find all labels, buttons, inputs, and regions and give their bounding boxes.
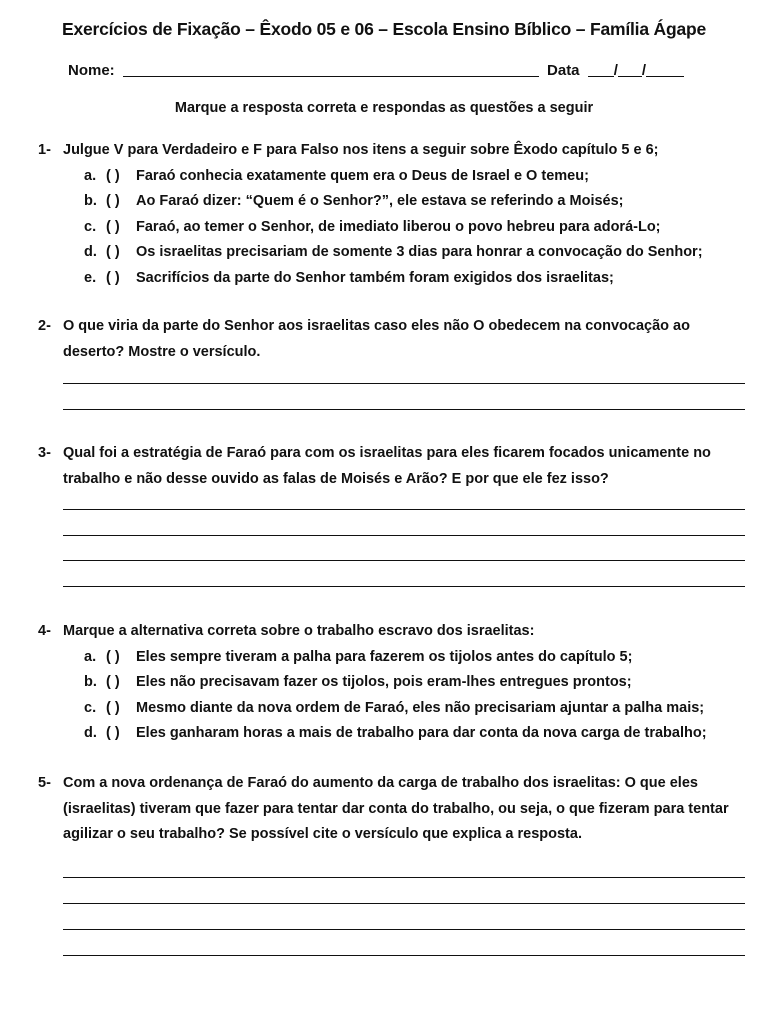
option-text: Eles ganharam horas a mais de trabalho para dar conta da nova carga de trabalho;: [136, 725, 707, 741]
answer-box[interactable]: ( ): [106, 648, 120, 665]
option-e: [84, 266, 748, 292]
answer-line[interactable]: [63, 383, 745, 384]
answer-line[interactable]: [63, 535, 745, 536]
option-a: [84, 645, 748, 671]
question-4: [38, 619, 748, 747]
answer-box[interactable]: ( ): [106, 193, 120, 209]
question-number: 5-: [38, 775, 51, 791]
option-d: [84, 721, 748, 747]
page-title: Exercícios de Fixação – Êxodo 05 e 06 – Escola Ensino Bíblico – Família Ágape: [61, 19, 707, 39]
question-text: Qual foi a estratégia de Faraó para com os israelitas para eles ficarem focados unicamente no trabalho e não desse ouvido as falas de Moisés e Arão? E por que ele fez isso?: [63, 445, 711, 487]
name-date-row: [68, 62, 684, 79]
date-separator: /: [613, 62, 618, 79]
answer-line[interactable]: [63, 955, 745, 956]
option-text: Eles não precisavam fazer os tijolos, pois eram-lhes entregues prontos;: [136, 674, 632, 690]
option-c: [84, 215, 748, 241]
answer-box[interactable]: ( ): [106, 218, 120, 235]
answer-line[interactable]: [63, 903, 745, 904]
option-list: [84, 164, 748, 292]
option-letter: b.: [84, 674, 97, 690]
question-number: 3-: [38, 445, 51, 461]
answer-line[interactable]: [63, 586, 745, 587]
option-text: Ao Faraó dizer: “Quem é o Senhor?”, ele estava se referindo a Moisés;: [136, 193, 624, 209]
option-letter: a.: [84, 167, 97, 184]
option-letter: c.: [84, 218, 97, 235]
option-d: [84, 240, 748, 266]
answer-line[interactable]: [63, 560, 745, 561]
option-a: [84, 164, 748, 190]
option-c: [84, 696, 748, 722]
answer-line[interactable]: [63, 509, 745, 510]
option-letter: a.: [84, 648, 97, 665]
option-text: Mesmo diante da nova ordem de Faraó, eles não precisariam ajuntar a palha mais;: [136, 699, 705, 716]
option-letter: d.: [84, 725, 97, 741]
date-month-field[interactable]: [618, 62, 642, 77]
instructions: Marque a resposta correta e respondas as questões a seguir: [174, 100, 594, 116]
option-b: [84, 189, 748, 215]
answer-line[interactable]: [63, 929, 745, 930]
answer-box[interactable]: ( ): [106, 269, 120, 286]
question-5: [38, 771, 748, 848]
answer-line[interactable]: [63, 877, 745, 878]
question-text: Com a nova ordenança de Faraó do aumento da carga de trabalho dos israelitas: O que eles (israelitas) tiveram que fazer para tentar dar conta do trabalho, ou seja, o que fizeram para tentar agilizar o seu trabalho? Se possível cite o versículo que explica a resposta.: [63, 775, 729, 842]
option-letter: e.: [84, 269, 97, 286]
date-label: Data: [547, 62, 580, 79]
question-text: Marque a alternativa correta sobre o trabalho escravo dos israelitas:: [63, 623, 535, 639]
option-text: Faraó, ao temer o Senhor, de imediato liberou o povo hebreu para adorá-Lo;: [136, 218, 661, 235]
answer-line[interactable]: [63, 409, 745, 410]
option-b: [84, 670, 748, 696]
option-letter: b.: [84, 193, 97, 209]
question-number: 4-: [38, 623, 51, 639]
option-list: [84, 645, 748, 747]
question-number: 2-: [38, 318, 51, 334]
question-3: [38, 441, 748, 492]
question-text: O que viria da parte do Senhor aos israelitas caso eles não O obedecem na convocação ao deserto? Mostre o versículo.: [63, 318, 690, 360]
option-text: Faraó conhecia exatamente quem era o Deus de Israel e O temeu;: [136, 167, 589, 184]
date-day-field[interactable]: [588, 62, 614, 77]
option-letter: c.: [84, 699, 97, 716]
option-text: Eles sempre tiveram a palha para fazerem os tijolos antes do capítulo 5;: [136, 648, 633, 665]
question-text: Julgue V para Verdadeiro e F para Falso nos itens a seguir sobre Êxodo capítulo 5 e 6;: [63, 142, 659, 158]
question-2: [38, 314, 748, 365]
option-letter: d.: [84, 244, 97, 260]
answer-box[interactable]: ( ): [106, 674, 120, 690]
question-1: [38, 138, 748, 291]
question-number: 1-: [38, 142, 51, 158]
option-text: Sacrifícios da parte do Senhor também foram exigidos dos israelitas;: [136, 269, 614, 286]
name-field[interactable]: [123, 62, 539, 77]
answer-box[interactable]: ( ): [106, 725, 120, 741]
answer-box[interactable]: ( ): [106, 699, 120, 716]
answer-box[interactable]: ( ): [106, 167, 120, 184]
date-separator: /: [641, 62, 647, 79]
option-text: Os israelitas precisariam de somente 3 dias para honrar a convocação do Senhor;: [136, 244, 703, 260]
answer-box[interactable]: ( ): [106, 244, 120, 260]
name-label: Nome:: [68, 62, 115, 79]
date-year-field[interactable]: [646, 62, 684, 77]
